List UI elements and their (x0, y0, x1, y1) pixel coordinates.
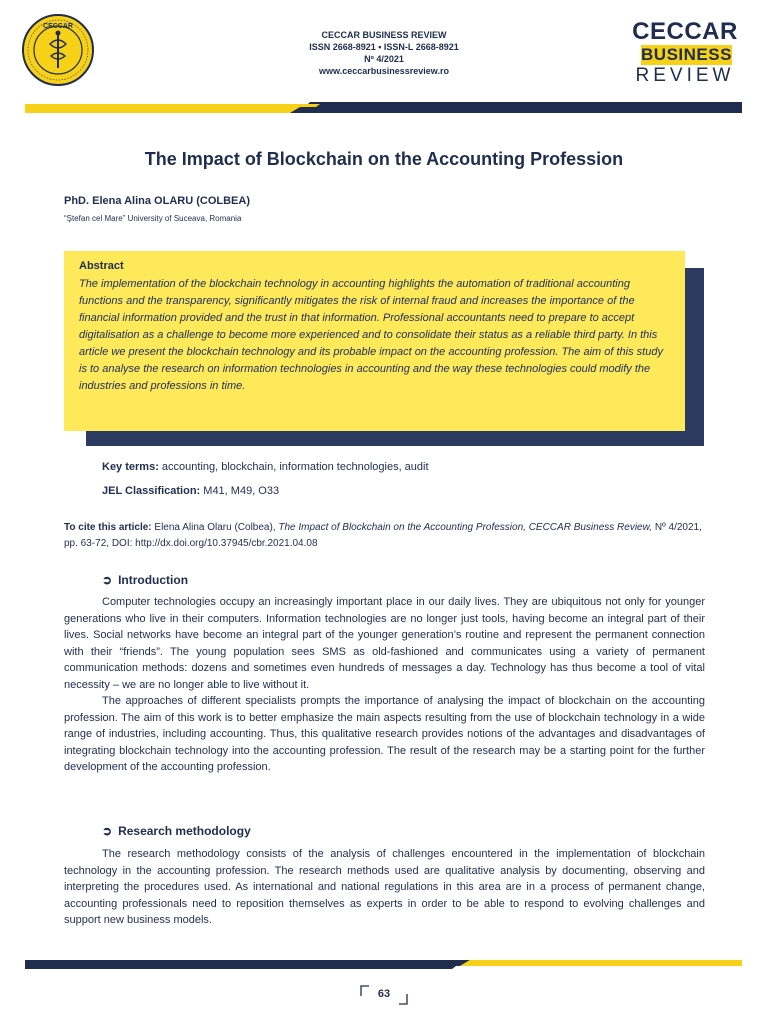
header-stripe (0, 100, 768, 120)
abstract-box (64, 251, 685, 431)
jel-label: JEL Classification: (102, 485, 201, 497)
author-affiliation: “Ştefan cel Mare” University of Suceava, Romania (64, 214, 242, 223)
ceccar-seal-logo (22, 14, 94, 86)
citation-rest: Nº 4/2021, pp. 63-72, DOI: http://dx.doi.org/10.37945/cbr.2021.04.08 (64, 522, 702, 549)
journal-header-info (240, 29, 528, 77)
introduction-body (64, 594, 705, 776)
journal-issn: ISSN 2668-8921 • ISSN-L 2668-8921 (309, 42, 459, 52)
footer-stripe (0, 956, 768, 972)
brand-review: REVIEW (635, 65, 735, 86)
brand-wordmark (626, 20, 744, 86)
citation-author: Elena Alina Olaru (Colbea), (154, 522, 276, 533)
research-methodology-heading: Research methodology (118, 824, 251, 838)
journal-url[interactable]: www.ceccarbusinessreview.ro (319, 66, 449, 76)
key-terms-value: accounting, blockchain, information technologies, audit (161, 461, 429, 473)
research-methodology-body (64, 846, 705, 929)
citation-title: The Impact of Blockchain on the Accounting Profession, CECCAR Business Review, (278, 522, 653, 533)
page-number: 63 (377, 988, 391, 1000)
author-name: PhD. Elena Alina OLARU (COLBEA) (64, 195, 250, 207)
brand-ceccar: CECCAR (632, 18, 738, 45)
paragraph: Computer technologies occupy an increasingly important place in our daily lives. They are ubiquitous not only for younger generations who live in their computers. Information technologies are no longer just tools, having become an integral part of their lives. Social networks have become an integral part of the younger generation’s routine and represent the permanent connection with their “friends”. The young population sees SMS as old-fashioned and communicates using a variety of permanent communication methods: dozens and sometimes even hundreds of messages a day. Technology has thus become a tool of vital necessity – we are no longer able to live without it. (64, 596, 705, 691)
abstract-heading: Abstract (79, 260, 124, 272)
section-heading-introduction (102, 573, 188, 587)
abstract-text: The implementation of the blockchain technology in accounting highlights the automation of traditional accounting functions and the transparency, significantly mitigates the risk of internal fraud and increases the importance of the financial information provided and the trust in that information. Professional accountants need to prepare to accept digitalisation as a challenge to become more experienced and to consolidate their status as a reliable third party. In this article we present the blockchain technology and its probable impact on the accounting profession. The aim of this study is to analyse the research on information technologies in accounting and the way these technologies could modify the industries and professions in time. (79, 278, 663, 392)
jel-classification (102, 485, 279, 497)
citation-label: To cite this article: (64, 522, 152, 533)
arrow-right-icon: ➲ (102, 824, 113, 838)
article-title: The Impact of Blockchain on the Accounting Profession (144, 149, 624, 169)
citation (64, 520, 704, 552)
paragraph: The research methodology consists of the analysis of challenges encountered in the implementation of blockchain technology in the accounting profession. The research methods used are qualitative analysis by documenting, observing and interpreting the procedures used. As international and national regulations in this area are in a process of permanent change, accounting professionals need to reposition themselves as experts in order to be able to respond to evolving challenges and support new business models. (64, 848, 705, 926)
jel-value: M41, M49, O33 (203, 485, 280, 497)
journal-issue: Nº 4/2021 (364, 54, 404, 64)
section-heading-research-methodology (102, 824, 251, 838)
key-terms (102, 461, 429, 473)
journal-name: CECCAR BUSINESS REVIEW (321, 30, 447, 40)
key-terms-label: Key terms: (102, 461, 159, 473)
brand-business: BUSINESS (641, 45, 732, 64)
svg-text:CECCAR: CECCAR (43, 23, 73, 30)
arrow-right-icon: ➲ (102, 573, 113, 587)
introduction-heading: Introduction (118, 573, 189, 587)
paragraph: The approaches of different specialists prompts the importance of analysing the impact of blockchain on the accounting profession. The aim of this work is to better emphasize the main aspects resulting from the use of blockchain technology in a wide range of industries, including accounting. Thus, this qualitative research provides notions of the advantages and disadvantages of integrating blockchain technology into the accounting profession. The result of the research may be a starting point for the further development of the accounting profession. (64, 695, 705, 773)
